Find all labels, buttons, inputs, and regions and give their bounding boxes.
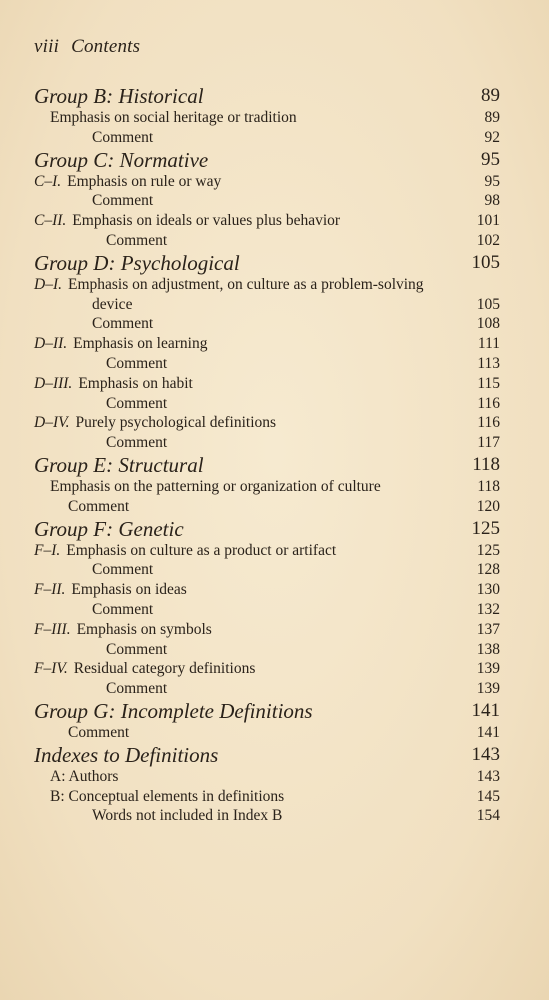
toc-entry	[34, 108, 500, 128]
toc-entry-code: F–II.	[34, 581, 66, 599]
toc-entry	[34, 640, 500, 660]
toc-page-number: 141	[471, 699, 500, 721]
toc-entry-label: Comment	[106, 680, 168, 698]
toc-entry-label: Comment	[92, 128, 154, 146]
toc-entry	[34, 433, 500, 453]
toc-page-number: 137	[476, 620, 500, 638]
toc-entry-label: Comment	[92, 600, 154, 618]
toc-entry-label: Emphasis on the patterning or organization of culture	[50, 477, 381, 495]
toc-entry-label: Comment	[106, 231, 168, 249]
toc-entry-label: Emphasis on learning	[73, 335, 208, 353]
toc-page-number: 132	[476, 600, 500, 618]
toc-entry-label: Emphasis on ideas	[71, 581, 187, 599]
toc-entry-label: Group F: Genetic	[34, 516, 184, 541]
toc-page-number: 98	[484, 192, 500, 210]
toc-page-number: 125	[471, 517, 500, 539]
toc-entry	[34, 413, 500, 433]
toc-entry-label: Emphasis on culture as a product or artifact	[66, 541, 337, 559]
toc-entry-label: Group B: Historical	[34, 84, 204, 108]
toc-group-heading	[34, 453, 500, 477]
toc-entry	[34, 314, 500, 334]
toc-entry-label: Group D: Psychological	[34, 250, 240, 275]
toc-page-number: 143	[471, 743, 500, 765]
toc-entry-label: Purely psychological definitions	[75, 414, 277, 432]
toc-entry-code: D–II.	[34, 335, 68, 353]
toc-page-number: 118	[472, 453, 500, 475]
toc-page-number: 120	[476, 497, 500, 515]
toc-page-number: 141	[476, 723, 500, 741]
table-of-contents	[34, 84, 500, 826]
toc-entry-label: device	[92, 295, 133, 313]
toc-entry	[34, 679, 500, 699]
toc-entry	[34, 600, 500, 620]
toc-entry	[34, 560, 500, 580]
toc-page-number: 130	[476, 581, 500, 599]
toc-entry	[34, 191, 500, 211]
toc-entry-code: C–II.	[34, 212, 67, 230]
toc-group-heading	[34, 699, 500, 723]
toc-entry	[34, 354, 500, 374]
toc-page-number: 108	[476, 315, 500, 333]
toc-entry	[34, 497, 500, 517]
toc-entry-label: Emphasis on ideals or values plus behavior	[72, 212, 341, 230]
toc-entry	[34, 334, 500, 354]
toc-page-number: 117	[477, 434, 500, 452]
toc-entry	[34, 541, 500, 561]
toc-entry-label: Emphasis on social heritage or tradition	[50, 109, 297, 126]
toc-entry-label: Emphasis on symbols	[76, 620, 212, 638]
toc-page-number: 92	[484, 128, 500, 146]
toc-entry	[34, 275, 500, 295]
toc-page-number: 154	[476, 807, 500, 825]
toc-page-number: 145	[476, 787, 500, 805]
toc-entry-label: Emphasis on habit	[78, 374, 193, 392]
toc-entry	[34, 806, 500, 826]
toc-entry	[34, 620, 500, 640]
toc-entry-label: Comment	[106, 434, 168, 452]
toc-entry-label: Indexes to Definitions	[34, 742, 219, 767]
toc-entry	[34, 374, 500, 394]
toc-group-heading	[34, 743, 500, 767]
toc-entry-label: Comment	[92, 561, 154, 579]
toc-group-heading	[34, 517, 500, 541]
toc-entry	[34, 659, 500, 679]
toc-entry-code: C–I.	[34, 172, 62, 190]
toc-page-number: 139	[476, 680, 500, 698]
toc-entry	[34, 295, 500, 315]
toc-entry-label: B: Conceptual elements in definitions	[50, 787, 285, 805]
toc-page-number: 111	[477, 335, 500, 353]
toc-page-number: 116	[477, 394, 500, 412]
toc-entry-label: Emphasis on adjustment, on culture as a problem-solving	[67, 275, 424, 293]
toc-group-heading	[34, 84, 500, 108]
toc-page-number: 102	[476, 231, 500, 249]
toc-entry	[34, 723, 500, 743]
toc-entry-label: Comment	[92, 315, 154, 333]
toc-page-number: 138	[476, 640, 500, 658]
toc-page-number: 89	[481, 85, 500, 106]
toc-entry-label: Comment	[106, 394, 168, 412]
toc-page-number: 89	[484, 109, 500, 126]
toc-entry-code: F–I.	[34, 541, 61, 559]
toc-entry-label: Group E: Structural	[34, 452, 204, 477]
toc-page-number: 105	[476, 295, 500, 313]
toc-page-number: 125	[476, 541, 500, 559]
toc-entry	[34, 231, 500, 251]
running-head	[34, 36, 140, 58]
toc-page-number: 113	[477, 354, 500, 372]
toc-entry	[34, 580, 500, 600]
toc-page-number: 128	[476, 561, 500, 579]
page-number: viii	[34, 36, 60, 57]
toc-page-number: 101	[476, 212, 500, 230]
toc-entry-code: D–III.	[34, 374, 73, 392]
toc-entry-label: Group G: Incomplete Definitions	[34, 698, 313, 723]
toc-entry-label: Group C: Normative	[34, 147, 209, 172]
toc-entry-code: F–IV.	[34, 660, 68, 678]
toc-entry-code: D–IV.	[34, 414, 70, 432]
toc-group-heading	[34, 148, 500, 172]
toc-entry-label: Words not included in Index B	[92, 807, 283, 825]
toc-entry-label: Comment	[106, 354, 168, 372]
toc-page-number: 95	[481, 148, 500, 170]
toc-page-number: 115	[477, 374, 500, 392]
toc-group-heading	[34, 251, 500, 275]
toc-entry	[34, 394, 500, 414]
toc-entry	[34, 211, 500, 231]
toc-entry	[34, 477, 500, 497]
toc-entry-label: Comment	[68, 497, 130, 515]
toc-entry-label: Comment	[92, 192, 154, 210]
page-title: Contents	[71, 36, 141, 57]
toc-page-number: 143	[476, 767, 500, 785]
toc-page-number: 95	[484, 172, 500, 190]
toc-page-number: 118	[477, 477, 500, 495]
toc-entry-code: F–III.	[34, 620, 71, 638]
toc-entry-label: Comment	[68, 723, 130, 741]
toc-entry	[34, 787, 500, 807]
toc-entry	[34, 172, 500, 192]
toc-entry-label: Residual category definitions	[73, 660, 256, 678]
toc-entry	[34, 128, 500, 148]
toc-page-number: 116	[477, 414, 500, 432]
toc-entry-code: D–I.	[34, 275, 62, 293]
toc-entry-label: Emphasis on rule or way	[67, 172, 222, 190]
toc-entry-label: A: Authors	[50, 767, 119, 785]
toc-entry-label: Comment	[106, 640, 168, 658]
toc-page-number: 105	[471, 251, 500, 273]
toc-page-number: 139	[476, 660, 500, 678]
toc-entry	[34, 767, 500, 787]
